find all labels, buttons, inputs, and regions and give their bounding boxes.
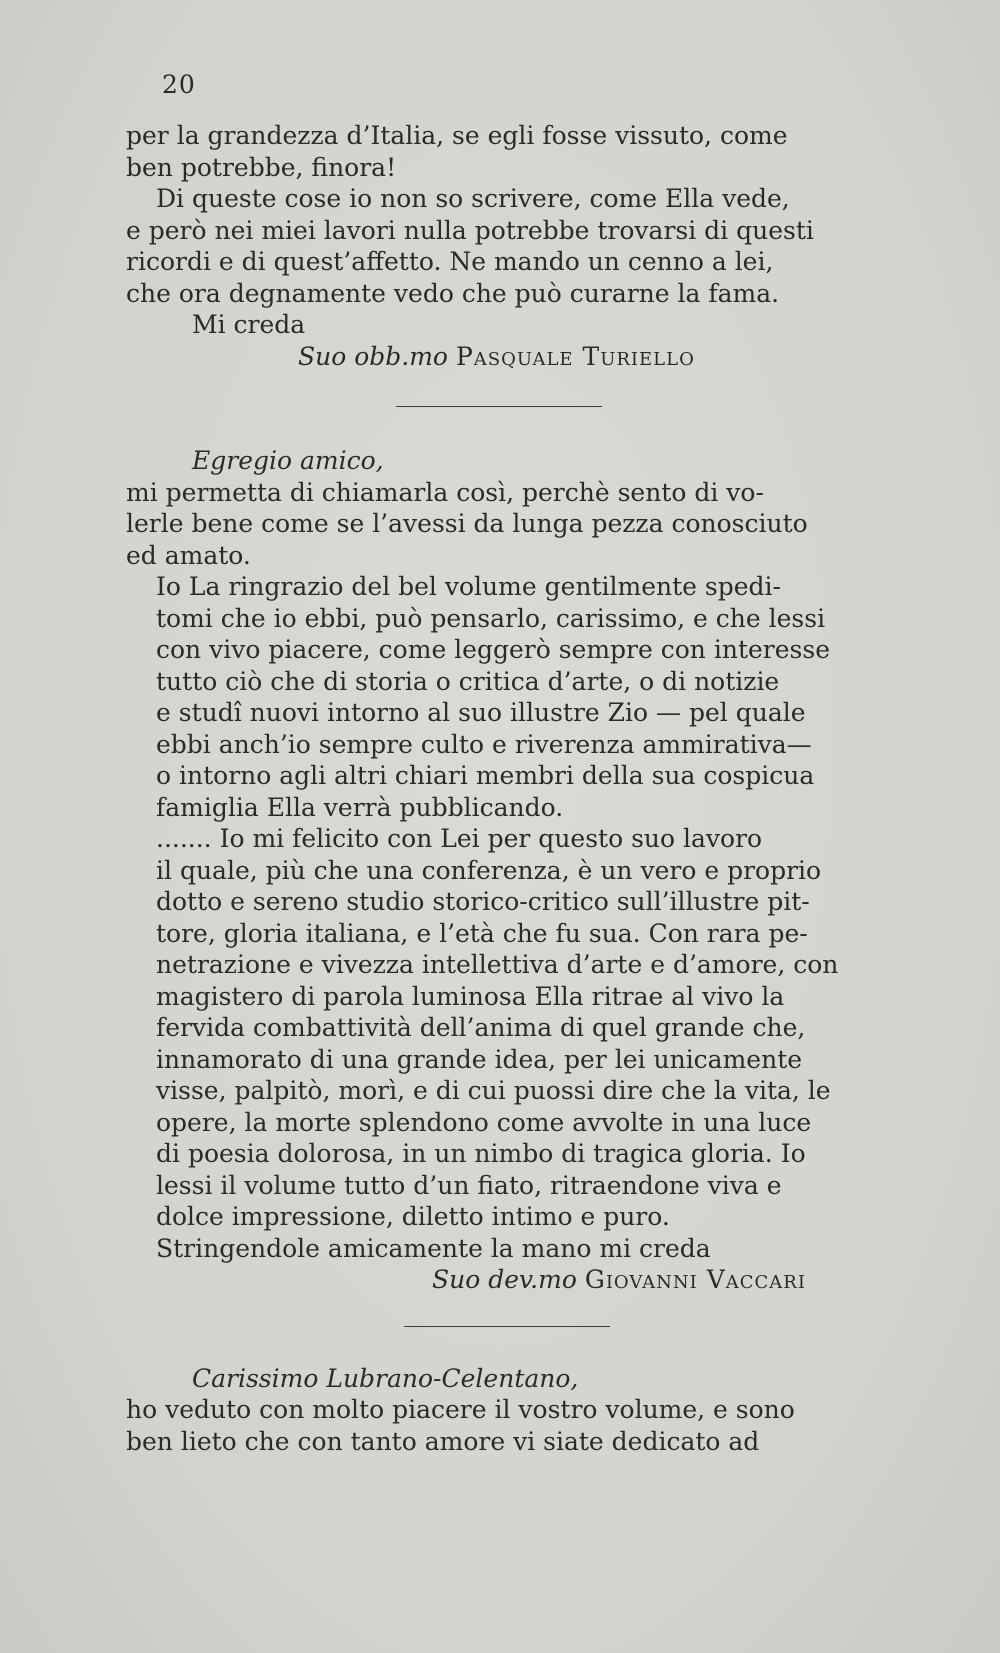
letter-turiello [126,120,896,372]
text-line: e studî nuovi intorno al suo illustre Zio — pel quale [156,698,806,727]
text-line: innamorato di una grande idea, per lei unicamente [156,1044,803,1074]
text-line: e però nei miei lavori nulla potrebbe trovarsi di questi [126,215,814,245]
signature-name: Giovanni Vaccari [584,1265,806,1294]
text-line: ed amato. [126,540,251,570]
text-line: tore, gloria italiana, e l’età che fu sua. Con rara pe- [156,918,808,948]
text-line: famiglia Ella verrà pubblicando. [156,792,564,822]
text-line: dolce impressione, diletto intimo e puro. [156,1202,670,1231]
paragraph [126,215,896,310]
text-line: netrazione e vivezza intellettiva d’arte e d’amore, con [156,950,839,979]
text-line: o intorno agli altri chiari membri della sua cospicua [156,761,815,790]
text-line: che ora degnamente vedo che può curarne la fama. [126,278,780,308]
closing-line: Mi creda [192,310,306,339]
text-line: tutto ciò che di storia o critica d’arte, o di notizie [156,666,780,696]
section-divider [396,406,602,407]
paragraph [126,571,896,823]
text-line: per la grandezza d’Italia, se egli fosse vissuto, come [126,121,788,150]
signature [126,1264,896,1296]
text-line: con vivo piacere, come leggerò sempre con interesse [156,635,830,664]
text-line: ben lieto che con tanto amore vi siate dedicato ad [126,1426,760,1456]
page-body [126,120,896,1457]
paragraph [126,477,896,572]
paragraph [126,120,896,183]
text-line: ho veduto con molto piacere il vostro volume, e sono [126,1395,795,1424]
closing-line: Stringendole amicamente la mano mi creda [156,1233,711,1263]
text-line: mi permetta di chiamarla così, perchè sento di vo- [126,477,764,507]
text-line: ....... Io mi felicito con Lei per questo suo lavoro [156,824,763,853]
signature-prefix: Suo obb.mo [298,341,448,371]
paragraph [126,823,896,1233]
section-divider [404,1326,610,1327]
text-line: Di queste cose io non so scrivere, come Ella vede, [156,184,790,213]
paragraph [126,1394,896,1457]
text-line: di poesia dolorosa, in un nimbo di tragica gloria. Io [156,1139,806,1168]
text-line: fervida combattività dell’anima di quel grande che, [156,1013,806,1042]
signature [126,341,896,373]
paragraph [126,183,896,215]
text-line: tomi che io ebbi, può pensarlo, carissimo, e che lessi [156,603,826,633]
text-line: ebbi anch’io sempre culto e riverenza ammirativa— [156,729,812,759]
letter-lubrano [126,1363,896,1458]
text-line: ben potrebbe, finora! [126,152,397,182]
text-line: opere, la morte splendono come avvolte in una luce [156,1107,812,1137]
text-line: il quale, più che una conferenza, è un vero e proprio [156,855,822,885]
letter-vaccari [126,445,896,1296]
page-number: 20 [162,70,196,99]
salutation: Carissimo Lubrano-Celentano, [192,1363,579,1393]
text-line: dotto e sereno studio storico-critico sull’illustre pit- [156,887,810,916]
text-line: Io La ringrazio del bel volume gentilmente spedi- [156,572,781,601]
signature-name: Pasquale Turiello [455,341,695,371]
signature-prefix: Suo dev.mo [432,1265,577,1294]
text-line: ricordi e di quest’affetto. Ne mando un cenno a lei, [126,247,774,276]
text-line: lerle bene come se l’avessi da lunga pezza conosciuto [126,509,808,538]
salutation: Egregio amico, [192,446,384,475]
text-line: lessi il volume tutto d’un fiato, ritraendone viva e [156,1170,782,1200]
text-line: magistero di parola luminosa Ella ritrae al vivo la [156,981,785,1011]
text-line: visse, palpitò, morì, e di cui puossi dire che la vita, le [156,1076,831,1105]
